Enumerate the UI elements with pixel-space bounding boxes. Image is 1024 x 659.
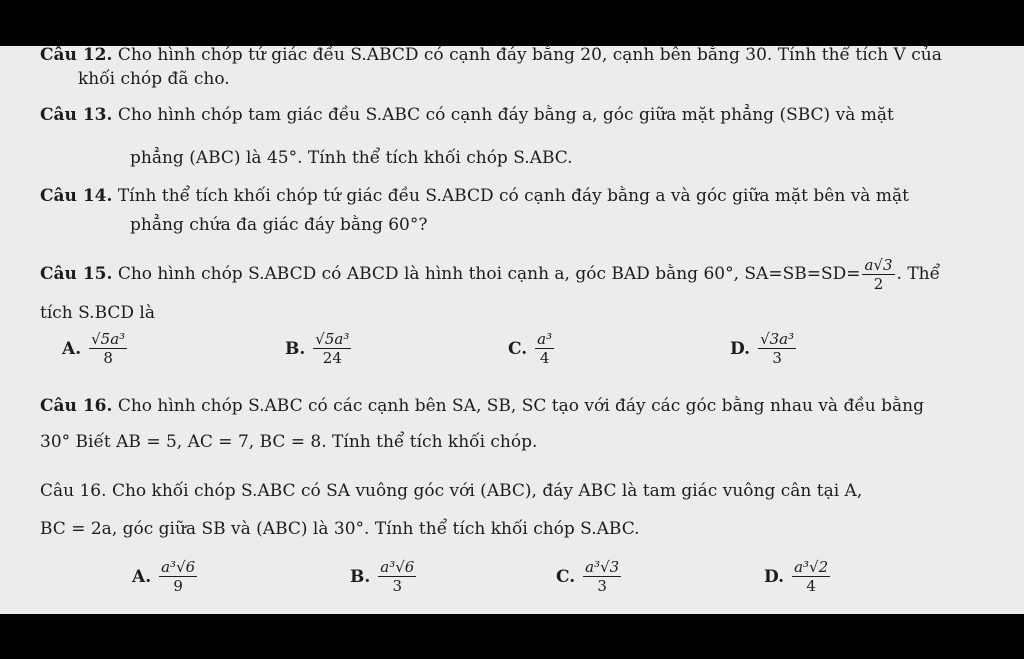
question-text: phẳng (ABC) là 45°. Tính thể tích khối chóp S.ABC. <box>130 148 573 168</box>
question-label: Câu 12. <box>40 46 113 65</box>
question-label: Câu 14. <box>40 186 113 206</box>
question-15-line-1 <box>40 254 994 294</box>
question-text: . Thể <box>896 264 941 284</box>
question-13-line-2 <box>130 147 994 169</box>
question-16a-line-1 <box>40 395 994 417</box>
question-16a-line-2 <box>40 431 994 453</box>
question-label: Câu 16. <box>40 481 107 501</box>
question-text: Cho hình chóp S.ABCD có ABCD là hình thoi cạnh a, góc BAD bằng 60°, SA=SB=SD= <box>117 264 861 284</box>
question-12-line-1 <box>40 46 994 66</box>
question-text: khối chóp đã cho. <box>78 69 230 89</box>
answer-option-d[interactable]: D. $\frac{\text{a³√2}}{4}$ <box>764 558 829 595</box>
question-label: Câu 13. <box>40 105 113 125</box>
question-text: Cho hình chóp S.ABC có các cạnh bên SA, SB, SC tạo với đáy các góc bằng nhau và đều bằng <box>117 396 925 416</box>
question-12-line-2 <box>78 68 994 90</box>
question-text: tích S.BCD là <box>40 303 156 323</box>
question-13-line-1 <box>40 104 994 126</box>
question-label: Câu 15. <box>40 264 113 284</box>
question-16b-line-2 <box>40 518 994 540</box>
answer-option-c[interactable]: C. $\frac{\text{a³}}{4}$ <box>508 330 553 367</box>
question-text: Cho hình chóp tam giác đều S.ABC có cạnh đáy bằng a, góc giữa mặt phẳng (SBC) và mặt <box>117 105 894 125</box>
answer-option-c[interactable]: C. $\frac{\text{a³√3}}{3}$ <box>556 558 620 595</box>
question-text: BC = 2a, góc giữa SB và (ABC) là 30°. Tính thể tích khối chóp S.ABC. <box>40 519 640 539</box>
question-text: Tính thể tích khối chóp tứ giác đều S.ABCD có cạnh đáy bằng a và góc giữa mặt bên và mặt <box>117 186 909 206</box>
answer-option-b[interactable]: B. $\frac{\text{a³√6}}{3}$ <box>350 558 415 595</box>
answer-option-a[interactable]: A. $\frac{\text{a³√6}}{9}$ <box>132 558 196 595</box>
answer-option-a[interactable]: A. $\frac{\text{√5a³}}{8}$ <box>62 330 126 367</box>
question-text: phẳng chứa đa giác đáy bằng 60°? <box>130 215 428 235</box>
fraction: $\frac{a√3}{2}$ <box>864 256 893 293</box>
question-15-line-2 <box>40 302 994 324</box>
document-page <box>0 46 1024 614</box>
question-16b-line-1 <box>40 480 994 502</box>
question-text: Cho khối chóp S.ABC có SA vuông góc với (ABC), đáy ABC là tam giác vuông cân tại A, <box>111 481 863 501</box>
question-14-line-2 <box>130 214 994 236</box>
question-14-line-1 <box>40 185 994 207</box>
answer-option-b[interactable]: B. $\frac{\text{√5a³}}{24}$ <box>285 330 350 367</box>
question-text: Cho hình chóp tứ giác đều S.ABCD có cạnh đáy bằng 20, cạnh bên bằng 30. Tính thể tích V của <box>117 46 942 65</box>
question-text: 30° Biết AB = 5, AC = 7, BC = 8. Tính thể tích khối chóp. <box>40 432 538 452</box>
question-label: Câu 16. <box>40 396 113 416</box>
answer-option-d[interactable]: D. $\frac{\text{√3a³}}{3}$ <box>730 330 795 367</box>
